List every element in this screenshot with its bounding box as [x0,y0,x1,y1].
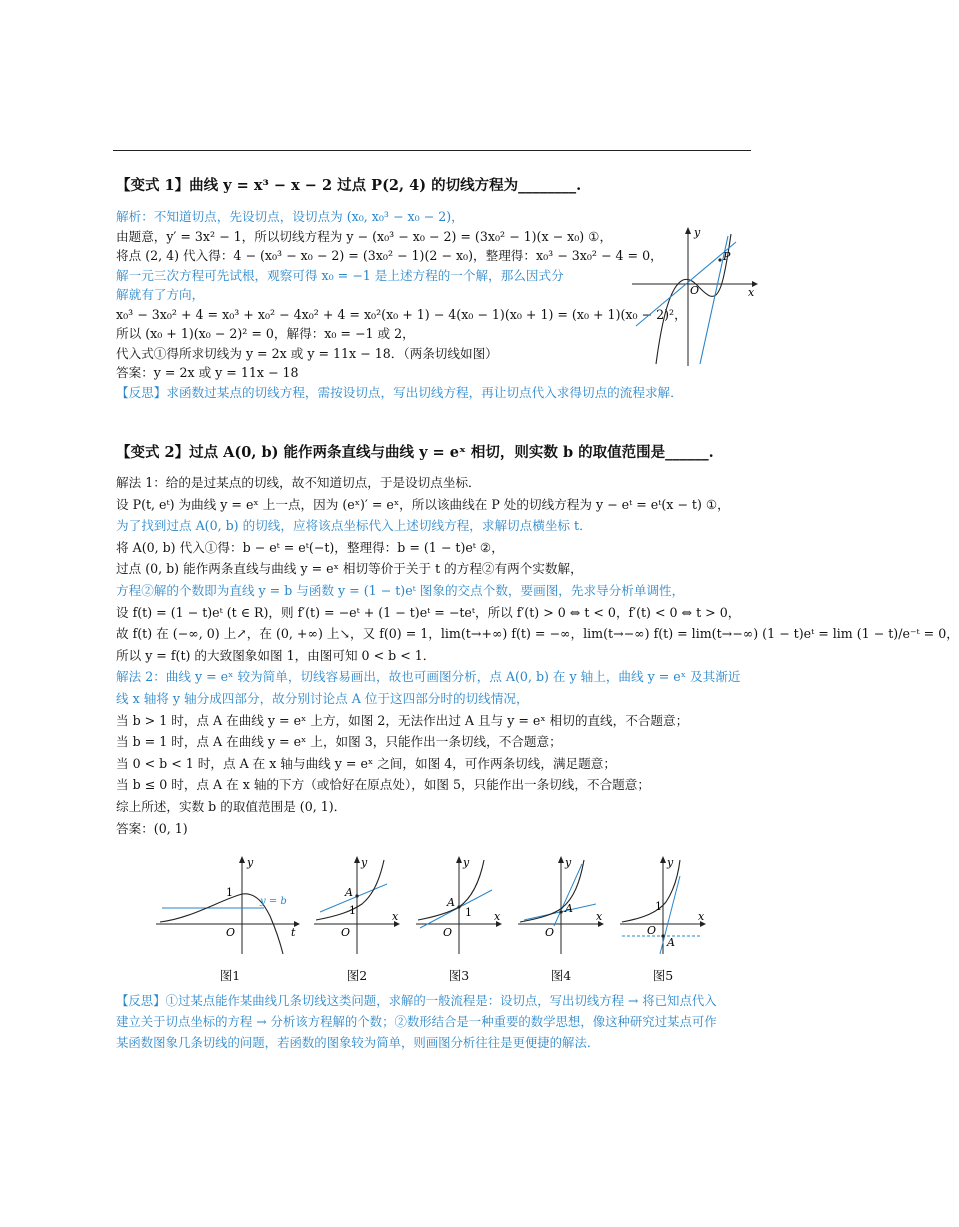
v2-line: 解法 1：给的是过某点的切线，故不知道切点，于是设切点坐标． [116,475,481,490]
svg-text:x: x [392,910,399,923]
svg-text:A: A [667,936,675,949]
svg-text:y: y [247,856,254,869]
v2-line: 解法 2：曲线 y = eˣ 较为简单，切线容易画出，故也可画图分析，点 A(0, b) 在 y 轴上，曲线 y = eˣ 及其渐近 [116,669,741,685]
figure-5 [618,856,708,956]
v1-line: 所以 (x₀ + 1)(x₀ − 2)² = 0，解得：x₀ = −1 或 2， [116,326,415,341]
svg-text:A: A [565,902,573,915]
figure-1 [152,856,302,956]
v2-line: 设 P(t, eᵗ) 为曲线 y = eˣ 上一点，因为 (eˣ)′ = eˣ，所以该曲线在 P 处的切线方程为 y − eᵗ = eᵗ(x − t) ①， [116,496,730,512]
svg-text:1: 1 [226,886,233,899]
variant1-graph [628,224,758,370]
figure-1-caption: 图1 [219,968,241,983]
v2-line: 设 f(t) = (1 − t)eᵗ (t ∈ R)，则 f′(t) = −eᵗ + (1 − t)eᵗ = −teᵗ，所以 f′(t) > 0 ⇔ t < 0，f′(t) < 0 ⇔ t > 0， [116,604,741,620]
x-label: x [748,286,755,299]
svg-text:O: O [341,926,351,939]
svg-text:A: A [345,886,353,899]
v1-line: 由题意，y′ = 3x² − 1，所以切线方程为 y − (x₀³ − x₀ − 2) = (3x₀² − 1)(x − x₀) ①， [116,228,613,244]
svg-text:y: y [463,856,470,869]
svg-text:O: O [226,926,236,939]
v2-line: 所以 y = f(t) 的大致图象如图 1，由图可知 0 < b < 1． [116,647,436,663]
svg-text:1: 1 [349,904,356,917]
svg-text:1: 1 [465,906,472,919]
variant2-title: 【变式 2】过点 A(0, b) 能作两条直线与曲线 y = eˣ 相切，则实数 b 的取值范围是______. [116,444,714,461]
figure-4-caption: 图4 [550,968,572,983]
reflect-line: 某函数图象几条切线的问题，若函数的图象较为简单，则画图分析往往是更便捷的解法． [116,1035,600,1050]
v2-line: 将 A(0, b) 代入①得：b − eᵗ = eᵗ(−t)，整理得：b = (1 − t)eᵗ ②， [116,539,504,555]
v1-line: 解一元三次方程可先试根，观察可得 x₀ = −1 是上述方程的一个解，那么因式分 [116,267,564,283]
v1-line: x₀³ − 3x₀² + 4 = x₀³ + x₀² − 4x₀² + 4 = x₀²(x₀ + 1) − 4(x₀ − 1)(x₀ + 1) = (x₀ + 1)(x₀ − 2)²， [116,306,687,322]
svg-text:y = b: y = b [260,896,287,907]
v1-line: 将点 (2, 4) 代入得：4 − (x₀³ − x₀ − 2) = (3x₀² − 1)(2 − x₀)，整理得：x₀³ − 3x₀² − 4 = 0， [116,248,663,263]
figure-3 [414,856,504,956]
svg-text:O: O [443,926,453,939]
v2-line: 当 0 < b < 1 时，点 A 在 x 轴与曲线 y = eˣ 之间，如图 4，可作两条切线，满足题意； [116,755,616,771]
point-p [718,258,721,261]
v2-line: 故 f(t) 在 (−∞, 0) 上↗，在 (0, +∞) 上↘，又 f(0) = 1，lim(t→+∞) f(t) = −∞，lim(t→−∞) f(t) = lim(t→−∞) (1 − t)eᵗ = lim (1 − t)/e⁻ᵗ = 0， [116,626,959,642]
svg-text:O: O [545,926,555,939]
v1-line: 答案：y = 2x 或 y = 11x − 18 [116,365,299,380]
svg-text:y: y [667,856,674,869]
v1-line: 代入式①得所求切线为 y = 2x 或 y = 11x − 18．（两条切线如图） [116,345,498,361]
o-label: O [690,284,700,297]
svg-text:y: y [361,856,368,869]
v1-line: 解析：不知道切点，先设切点，设切点为 (x₀, x₀³ − x₀ − 2)， [116,209,464,224]
svg-text:t: t [291,926,296,939]
header-rule [113,150,751,151]
svg-text:x: x [698,910,705,923]
v2-line: 方程②解的个数即为直线 y = b 与函数 y = (1 − t)eᵗ 图象的交点个数，要画图，先求导分析单调性， [116,583,685,598]
v2-line: 为了找到过点 A(0, b) 的切线，应将该点坐标代入上述切线方程，求解切点横坐标 t． [116,518,592,534]
cubic-curve [656,234,731,364]
svg-text:y: y [565,856,572,869]
reflect-line: 建立关于切点坐标的方程 → 分析该方程解的个数；②数形结合是一种重要的数学思想，像这种研究过某点可作 [116,1014,717,1029]
svg-text:A: A [447,896,455,909]
figure-4 [516,856,606,956]
v2-line: 线 x 轴将 y 轴分成四部分，故分别讨论点 A 位于这四部分时的切线情况， [116,691,529,706]
figure-2-caption: 图2 [346,968,368,983]
variant1-title: 【变式 1】曲线 y = x³ − x − 2 过点 P(2, 4) 的切线方程为________. [116,177,582,194]
svg-text:1: 1 [655,900,662,913]
v2-line: 答案：(0, 1) [116,820,188,836]
v2-line: 当 b ≤ 0 时，点 A 在 x 轴的下方（或恰好在原点处），如图 5，只能作出一条切线，不合题意； [116,777,650,793]
v2-line: 过点 (0, b) 能作两条直线与曲线 y = eˣ 相切等价于关于 t 的方程②有两个实数解， [116,561,583,577]
svg-text:O: O [647,924,657,937]
v1-line: 解就有了方向， [116,287,205,302]
v2-line: 当 b = 1 时，点 A 在曲线 y = eˣ 上，如图 3，只能作出一条切线，不合题意； [116,734,562,750]
svg-text:x: x [596,910,603,923]
svg-text:x: x [494,910,501,923]
reflect-line: 【反思】①过某点能作某曲线几条切线这类问题，求解的一般流程是：设切点，写出切线方程 → 将已知点代入 [116,993,717,1008]
v1-line: 【反思】求函数过某点的切线方程，需按设切点，写出切线方程，再让切点代入求得切点的流程求解． [116,384,683,400]
p-label: P [723,250,731,263]
v2-line: 当 b > 1 时，点 A 在曲线 y = eˣ 上方，如图 2，无法作出过 A 且与 y = eˣ 相切的直线，不合题意； [116,712,689,728]
v2-line: 综上所述，实数 b 的取值范围是 (0, 1)． [116,799,347,814]
figure-3-caption: 图3 [448,968,470,983]
y-label: y [694,226,701,239]
figure-2 [312,856,402,956]
figure-5-caption: 图5 [652,968,674,983]
